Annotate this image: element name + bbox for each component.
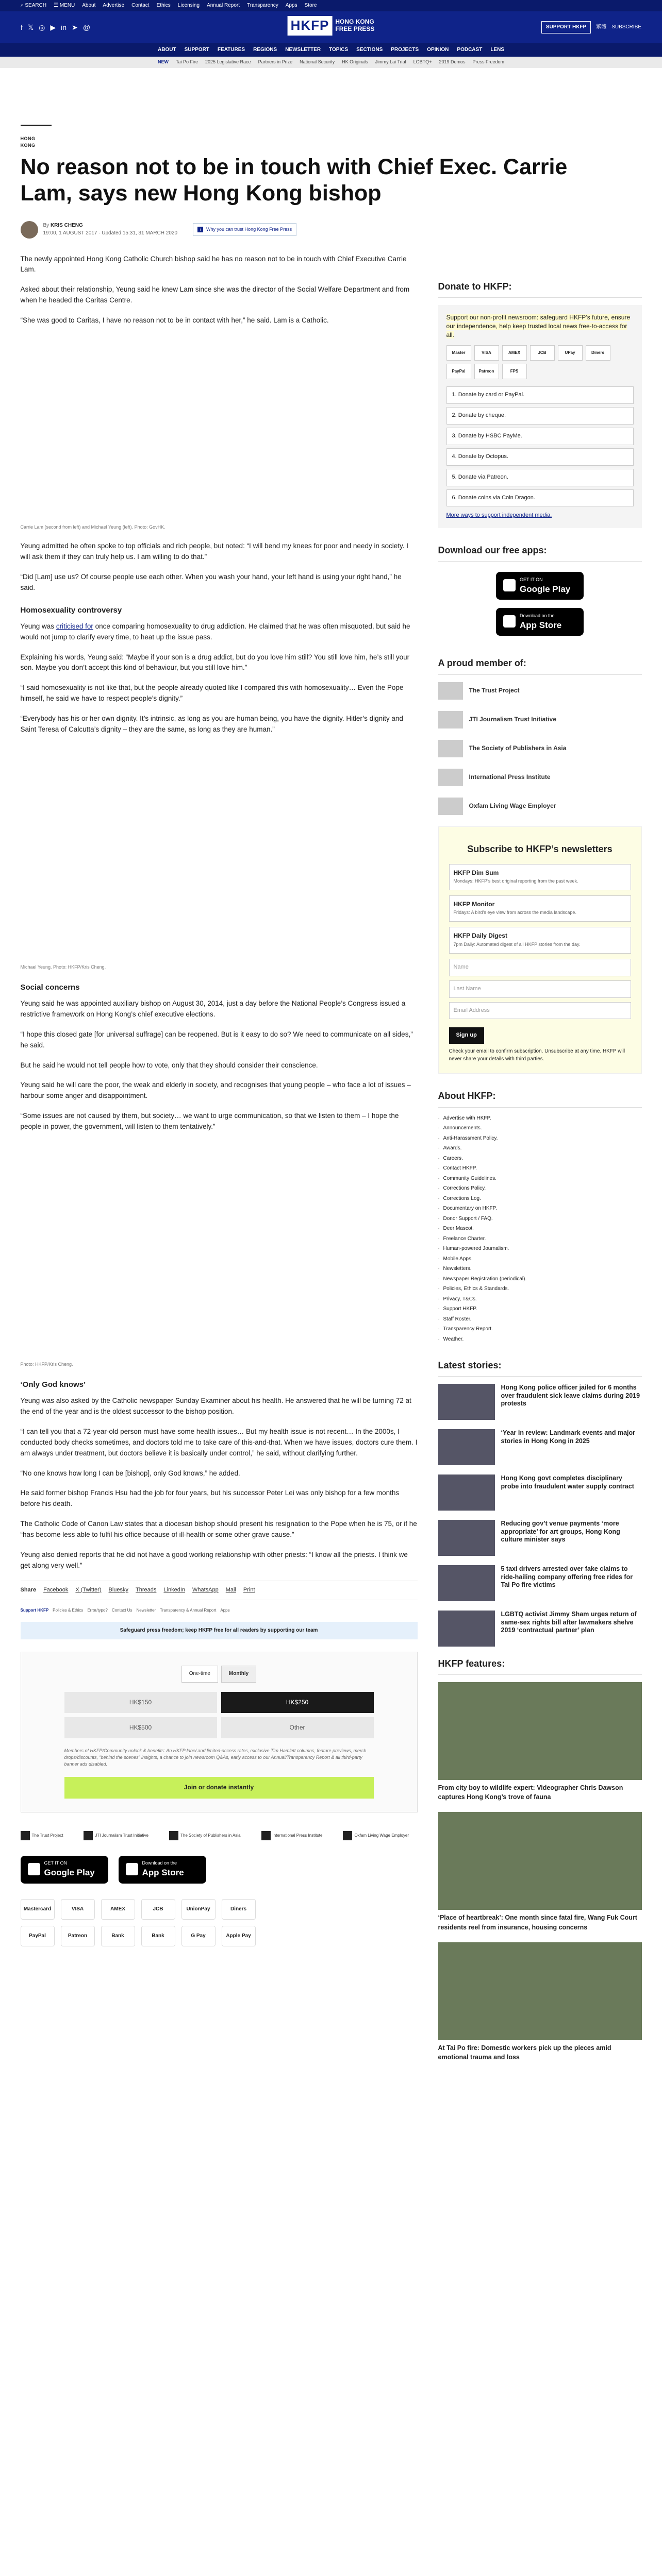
nav-projects[interactable]: PROJECTS <box>391 46 419 53</box>
nav-opinion[interactable]: OPINION <box>427 46 449 53</box>
donation-widget: One-time Monthly HK$150 HK$250 HK$500 Other Members of HKFP/Community unlock & benefits: An HKFP label and limited-access rates, exclusive Tim Hamlett columns, feature previews, merch drops/discounts, “behind the scenes” insights, a chance to join newsroom Q&As, early access to our Annual/Transparency Report & all third-party banner ads disabled. Join or donate instantly <box>21 1652 418 1812</box>
amount-option[interactable]: HK$150 <box>64 1692 217 1713</box>
top-link-advertise[interactable]: Advertise <box>103 2 125 8</box>
top-utility-bar <box>0 0 662 11</box>
facebook-icon[interactable]: f <box>21 23 23 31</box>
google-play-button[interactable]: GET IT ON Google Play <box>496 572 584 600</box>
name-field[interactable]: Name <box>449 959 631 976</box>
amount-option[interactable]: HK$500 <box>64 1717 217 1738</box>
search-link[interactable]: ⌕ SEARCH <box>21 2 47 8</box>
trending-link[interactable]: 2025 Legislative Race <box>205 59 251 65</box>
support-hkfp-button[interactable]: SUPPORT HKFP <box>541 21 591 34</box>
app-store-button[interactable]: Download on the App Store <box>119 1856 206 1884</box>
frequency-one-time[interactable]: One-time <box>181 1666 218 1683</box>
more-ways-link[interactable]: More ways to support independent media. <box>446 512 552 519</box>
story-item[interactable]: Hong Kong police officer jailed for 6 months over fraudulent sick leave claims during 2019 protests <box>438 1384 642 1420</box>
share-linkedin[interactable]: LinkedIn <box>163 1586 185 1593</box>
top-link-transparency[interactable]: Transparency <box>247 2 278 8</box>
donate-panel: Support our non-profit newsroom: safeguard HKFP’s future, ensure our independence, help keep trusted local news free-to-access for all. Master VISA AMEX JCB UPay Diners PayPal Patreon FPS 1. Donate by card or PayPal. 2. Donate by cheque. 3. Donate by HSBC PayMe. 4. Donate by Octopus. 5. Donate via Patreon. 6. Donate coins via Coin Dragon. More ways to support independent media. <box>438 305 642 529</box>
nav-newsletter[interactable]: NEWSLETTER <box>285 46 321 53</box>
trending-link[interactable]: Partners in Prize <box>258 59 293 65</box>
frequency-monthly[interactable]: Monthly <box>221 1666 256 1683</box>
email-field[interactable]: Email Address <box>449 1002 631 1020</box>
nav-features[interactable]: FEATURES <box>217 46 245 53</box>
features-heading: HKFP features: <box>438 1657 642 1675</box>
author-avatar <box>21 221 38 239</box>
newsletter-option[interactable]: HKFP Daily Digest 7pm Daily: Automated digest of all HKFP stories from the day. <box>449 927 631 953</box>
trending-link[interactable]: Press Freedom <box>472 59 504 65</box>
story-item[interactable]: 5 taxi drivers arrested over fake claims to ride-hailing company offering free rides for Tai Po fire victims <box>438 1565 642 1601</box>
trending-link[interactable]: Tai Po Fire <box>175 59 198 65</box>
trending-link[interactable]: 2019 Demos <box>439 59 466 65</box>
payment-logo[interactable]: Diners <box>222 1899 256 1920</box>
donate-option[interactable]: 3. Donate by HSBC PayMe. <box>446 428 634 445</box>
linkedin-icon[interactable]: in <box>61 23 67 31</box>
payment-logo[interactable]: Patreon <box>61 1926 95 1946</box>
member-logo[interactable] <box>438 682 463 700</box>
feature-item[interactable]: From city boy to wildlife expert: Videographer Chris Dawson captures Hong Kong’s trove of fauna <box>438 1682 642 1802</box>
share-facebook[interactable]: Facebook <box>43 1586 69 1593</box>
feature-item[interactable]: At Tai Po fire: Domestic workers pick up the pieces amid emotional trauma and loss <box>438 1942 642 2062</box>
subscribe-link[interactable]: SUBSCRIBE <box>611 24 641 30</box>
member-logo[interactable] <box>438 798 463 815</box>
donate-heading: Donate to HKFP: <box>438 280 642 298</box>
nav-topics[interactable]: TOPICS <box>329 46 349 53</box>
nav-support[interactable]: SUPPORT <box>184 46 209 53</box>
article-image <box>21 1142 418 1358</box>
top-link-ethics[interactable]: Ethics <box>156 2 171 8</box>
partner-logos: The Trust Project JTI Journalism Trust Initiative The Society of Publishers in Asia International Press Institute Oxfam Living Wage Employer <box>21 1831 418 1840</box>
article-image <box>21 335 418 521</box>
byline: By KRIS CHENG 19:00, 1 AUGUST 2017 · Updated 15:31, 31 MARCH 2020 i Why you can trust Hong Kong Free Press <box>21 221 642 239</box>
threads-icon[interactable]: @ <box>82 23 91 31</box>
story-item[interactable]: LGBTQ activist Jimmy Sham urges return of same-sex rights bill after lawmakers shelve 2019 ‘contractual partner’ plan <box>438 1611 642 1647</box>
image-caption: Carrie Lam (second from left) and Michael Yeung (left). Photo: GovHK. <box>20 524 166 530</box>
image-caption: Michael Yeung. Photo: HKFP/Kris Cheng. <box>20 964 106 970</box>
trending-link[interactable]: LGBTQ+ <box>413 59 432 65</box>
google-play-icon <box>503 579 516 591</box>
trust-link[interactable]: i Why you can trust Hong Kong Free Press <box>193 223 296 236</box>
article-body: The newly appointed Hong Kong Catholic Church bishop said he has no reason not to be in touch with Chief Executive Carrie Lam. Asked about their relationship, Yeung said he knew Lam since she was the director of the Social Welfare Department and from when he headed the Caritas Centre. “She was good to Caritas, I have no reason not to be in contact with her,” he said. Lam is a Catholic. Carrie Lam (second from left) and Michael Yeung (left). Photo: GovHK. Yeung admitted he often spoke to top officials and rich people, but noted: “I will bend my knees for poor and needy in society. I will ask them if they can truly help us. I am willing to do that.” “Did [Lam] use us? Of course people use each other. When you wash your hand, your left hand is using your right hand,” he said. Homosexuality controversy Yeung was criticised for once comparing homosexuality to drug addiction. He claimed that he was often misquoted, but said he would not jump to clarify every time, to heat up the issue pass. Explaining his words, Yeung said: “Maybe if your son is a drug addict, but do you love him still? You still love him, he’s still your son. Maybe you don’t accept this kind of behaviour, but you still love him.” “I said homosexuality is not like that, but the people already quoted like I compared this with homosexuality… Even the Pope himself, he said we have to respect people’s dignity.” “Everybody has his or her own dignity. It’s intrinsic, as long as you are human being, you have the dignity. Hitler’s dignity and Saint Teresa of Calcutta’s dignity – they are the same, as long as they are human.” Michael Yeung. Photo: HKFP/Kris Cheng. Social concerns Yeung said he was appointed auxiliary bishop on August 30, 2014, just a day before the National People’s Congress issued a restrictive framework on Hong Kong’s chief executive elections. “I hope this closed gate [for universal suffrage] can be reopened. But is it easy to do so? We need to communicate on all sides,” he said. But he said he would not tell people how to vote, only that they should consider their conscience. Yeung said he will care the poor, the weak and elderly in society, and recognises that young people – who face a lot of issues – harbour some anger and disappointment. “Some issues are not caused by them, but society… we want to urge communication, so that we listen to them – I hope the people in power, the government, will listen to them tentatively.” Photo: HKFP/Kris Cheng. ‘Only God knows’ Yeung was also asked by the Catholic newspaper Sunday Examiner about his health. He answered that he will be turning 72 at the end of the year and is the oldest successor to the bishop position. “I can tell you that a 72-year-old person must have some health issues… But my health issue is not recent… In the 2000s, I conducted body checks sometimes, and doctors told me to take care of this-and-that. When we have issues, doctors cure them. I am always under treatment, but doctors believe it is basically under control,” he said, without clarifying further. “No one knows how long I can be [bishop], only God knows,” he added. He said former bishop Francis Hsu had the job for four years, but his successor Peter Lei was only bishop for a few months before his death. The Catholic Code of Canon Law states that a diocesan bishop should present his resignation to the Pope when he is 75, or if he “has become less able to fulfil his office because of ill-health or some other grave cause.” Yeung also denied reports that he did not have a good working relationship with other priests: “I know all the priests. I think we get along very well.” Share Facebook X (Twitter) Bluesky Threads LinkedIn WhatsApp Mail Print Support HKFP Policies & Ethics Error/typo? Contact Us Newsletter Transparency & Annual Report Apps Safeguard press freedom; keep HKFP free for all readers by supporting our team One-time Monthly HK$150 HK$250 HK$500 Other Members of HKFP/Community unlock & benefits: An HKFP label and limited-access rates, exclusive Tim Hamlett columns, feature previews, merch drops/discounts, “behind the scenes” insights, a chance to join newsroom Q&As, early access to our Annual/Transparency Report & all third-party banner ads disabled. Join or donate instantly The Trust Project JTI Journalism Trust Initiative The Society of Publishers in Asia International Press Institute Oxfam Living Wage Employer GET IT ON Google Play Download on the App Store Mastercard VISA AMEX JCB UnionPay Diners PayPal Patreon Bank Bank G Pay Apple Pay <box>21 254 418 2072</box>
share-bluesky[interactable]: Bluesky <box>108 1586 129 1593</box>
nav-about[interactable]: ABOUT <box>158 46 176 53</box>
amount-option[interactable]: Other <box>221 1717 374 1738</box>
app-store-button[interactable]: Download on the App Store <box>496 608 584 636</box>
sidebar: Donate to HKFP: Support our non-profit newsroom: safeguard HKFP’s future, ensure our independence, help keep trusted local news free-to-access for all. Master VISA AMEX JCB UPay Diners PayPal Patreon FPS 1. Donate by card or PayPal. 2. Donate by cheque. 3. Donate by HSBC PayMe. 4. Donate by Octopus. 5. Donate via Patreon. 6. Donate coins via Coin Dragon. More ways to support independent media. Download our free apps: GET IT ON Google Play Download on the App Store A proud member of: The Trust Project JTI Journalism Trust Initiative The Society of Publishers in Asia International Press Institute Oxfam Living Wage Employer Subscribe to HKFP’s newsletters HKFP Dim Sum Mondays: HKFP’s best original reporting from the past week. HKFP Monitor Fridays: A bird’s eye view from across the media landscape. HKFP Daily Digest 7pm Daily: Automated digest of all HKFP stories from the day. Name Last Name Email Address Sign up Check your email to confirm subscription. Unsubscribe at any time. HKFP will never share your details with third parties. About HKFP: · Advertise with HKFP. · Announcements. · Anti-Harassment Policy. · Awards. · Careers. · Contact HKFP. · Community Guidelines. · Corrections Policy. · Corrections Log. · Documentary on HKFP. · Donor Support / FAQ. · Deer Mascot. · Freelance Charter. · Human-powered Journalism. · Mobile Apps. · Newsletters. · Newspaper Registration (periodical). · Policies, Ethics & Standards. · Privacy, T&Cs. · Support HKFP. · Staff Roster. · Transparency Report. · Weather. Latest stories: Hong Kong police officer jailed for 6 months over fraudulent sick leave claims during 2019 protests ‘Year in review: Landmark events and major stories in Hong Kong in 2025 Hong Kong govt completes disciplinary probe into fraudulent water supply contract Reducing gov’t venue payments ‘more appropriate’ for art groups, Hong Kong culture minister says 5 taxi drivers arrested over fake claims to ride-hailing company offering free rides for Tai Po fire victims LGBTQ activist Jimmy Sham urges return of same-sex rights bill after lawmakers shelve 2019 ‘contractual partner’ plan HKFP features: From city boy to wildlife expert: Videographer Chris Dawson captures Hong Kong’s trove of fauna ‘Place of heartbreak’: One month since fatal fire, Wang Fuk Court residents reel from insurance, housing concerns At Tai Po fire: Domestic workers pick up the pieces amid emotional trauma and loss <box>438 254 642 2072</box>
top-link-licensing[interactable]: Licensing <box>177 2 200 8</box>
newsletter-option[interactable]: HKFP Monitor Fridays: A bird’s eye view from across the media landscape. <box>449 895 631 922</box>
nav-lens[interactable]: LENS <box>490 46 504 53</box>
site-header <box>0 11 662 43</box>
apps-heading: Download our free apps: <box>438 544 642 562</box>
menu-link[interactable]: ☰ MENU <box>54 2 75 8</box>
trending-nav <box>0 57 662 68</box>
payment-logo[interactable]: AMEX <box>101 1899 135 1920</box>
criticised-link[interactable]: criticised for <box>56 622 93 630</box>
features-list <box>438 1682 642 2062</box>
latest-stories <box>438 1384 642 1647</box>
telegram-icon[interactable]: ➤ <box>72 23 78 31</box>
section-heading: ‘Only God knows’ <box>20 1380 86 1389</box>
info-icon: i <box>197 227 203 232</box>
trending-link[interactable]: National Security <box>300 59 335 65</box>
story-item[interactable]: Hong Kong govt completes disciplinary probe into fraudulent water supply contract <box>438 1475 642 1511</box>
share-mail[interactable]: Mail <box>225 1586 236 1593</box>
top-link-apps[interactable]: Apps <box>285 2 297 8</box>
payment-logo[interactable]: JCB <box>141 1899 175 1920</box>
donate-option[interactable]: 6. Donate coins via Coin Dragon. <box>446 489 634 507</box>
nav-regions[interactable]: REGIONS <box>253 46 277 53</box>
signup-button[interactable]: Sign up <box>449 1027 484 1044</box>
about-links: · Advertise with HKFP. · Announcements. · Anti-Harassment Policy. · Awards. · Careers. · Contact HKFP. · Community Guidelines. · Corrections Policy. · Corrections Log. · Documentary on HKFP. · Donor Support / FAQ. · Deer Mascot. · Freelance Charter. · Human-powered Journalism. · Mobile Apps. · Newsletters. · Newspaper Registration (periodical). · Policies, Ethics & Standards. · Privacy, T&Cs. · Support HKFP. · Staff Roster. · Transparency Report. · Weather. <box>438 1115 642 1344</box>
top-link-store[interactable]: Store <box>304 2 317 8</box>
story-item[interactable]: Reducing gov’t venue payments ‘more appropriate’ for art groups, Hong Kong culture minister says <box>438 1520 642 1556</box>
youtube-icon[interactable]: ▶ <box>50 23 56 31</box>
member-logo[interactable] <box>438 769 463 786</box>
instagram-icon[interactable]: ◎ <box>39 23 45 31</box>
main-nav <box>0 43 662 57</box>
google-play-icon <box>28 1863 40 1875</box>
share-threads[interactable]: Threads <box>136 1586 157 1593</box>
section-heading: Social concerns <box>20 983 80 992</box>
member-heading: A proud member of: <box>438 656 642 674</box>
apple-icon <box>126 1863 138 1875</box>
publish-dates: 19:00, 1 AUGUST 2017 · Updated 15:31, 31 MARCH 2020 <box>43 230 178 236</box>
donate-option[interactable]: 1. Donate by card or PayPal. <box>446 386 634 404</box>
share-whatsapp[interactable]: WhatsApp <box>192 1586 219 1593</box>
last-name-field[interactable]: Last Name <box>449 980 631 998</box>
payment-logo[interactable]: UnionPay <box>181 1899 216 1920</box>
google-play-button[interactable]: GET IT ON Google Play <box>21 1856 108 1884</box>
site-logo[interactable]: HKFP HONG KONG FREE PRESS <box>288 16 375 36</box>
author-name[interactable]: KRIS CHENG <box>50 223 83 229</box>
share-x[interactable]: X (Twitter) <box>75 1586 102 1593</box>
payment-methods <box>21 1899 418 1946</box>
payment-logo[interactable]: VISA <box>61 1899 95 1920</box>
section-heading: Homosexuality controversy <box>20 605 122 615</box>
newsletter-option[interactable]: HKFP Dim Sum Mondays: HKFP’s best original reporting from the past week. <box>449 864 631 890</box>
social-icons <box>21 22 90 32</box>
feature-item[interactable]: ‘Place of heartbreak’: One month since fatal fire, Wang Fuk Court residents reel from insurance, housing concerns <box>438 1812 642 1931</box>
category-kicker[interactable]: HONG KONG <box>21 125 52 149</box>
nav-sections[interactable]: SECTIONS <box>356 46 383 53</box>
trending-link[interactable]: Jimmy Lai Trial <box>375 59 406 65</box>
apple-icon <box>503 615 516 628</box>
donate-option[interactable]: 5. Donate via Patreon. <box>446 469 634 486</box>
member-logo[interactable] <box>438 740 463 757</box>
trending-link[interactable]: HK Originals <box>342 59 368 65</box>
donate-option[interactable]: 2. Donate by cheque. <box>446 407 634 425</box>
amount-option[interactable]: HK$250 <box>221 1692 374 1713</box>
payment-logo[interactable]: Bank <box>141 1926 175 1946</box>
donate-option[interactable]: 4. Donate by Octopus. <box>446 448 634 466</box>
language-switch[interactable]: 繁體 <box>596 24 607 30</box>
payment-logo[interactable]: PayPal <box>21 1926 55 1946</box>
story-item[interactable]: ‘Year in review: Landmark events and major stories in Hong Kong in 2025 <box>438 1429 642 1465</box>
article-title: No reason not to be in touch with Chief Exec. Carrie Lam, says new Hong Kong bishop <box>20 155 568 206</box>
payment-logo[interactable]: G Pay <box>181 1926 216 1946</box>
about-heading: About HKFP: <box>438 1089 642 1107</box>
top-link-about[interactable]: About <box>82 2 96 8</box>
join-donate-button[interactable]: Join or donate instantly <box>64 1777 374 1798</box>
share-bar: Share Facebook X (Twitter) Bluesky Threads LinkedIn WhatsApp Mail Print <box>21 1581 418 1600</box>
payment-logo[interactable]: Bank <box>101 1926 135 1946</box>
latest-heading: Latest stories: <box>438 1359 642 1377</box>
support-banner[interactable]: Safeguard press freedom; keep HKFP free for all readers by supporting our team <box>21 1622 418 1640</box>
x-icon[interactable]: 𝕏 <box>27 23 34 31</box>
member-logo[interactable] <box>438 711 463 728</box>
image-caption: Photo: HKFP/Kris Cheng. <box>20 1362 73 1367</box>
new-badge: NEW <box>157 59 169 65</box>
top-link-contact[interactable]: Contact <box>131 2 150 8</box>
payment-logo[interactable]: Mastercard <box>21 1899 55 1920</box>
newsletter-signup: Subscribe to HKFP’s newsletters HKFP Dim Sum Mondays: HKFP’s best original reporting from the past week. HKFP Monitor Fridays: A bird’s eye view from across the media landscape. HKFP Daily Digest 7pm Daily: Automated digest of all HKFP stories from the day. Name Last Name Email Address Sign up Check your email to confirm subscription. Unsubscribe at any time. HKFP will never share your details with third parties. <box>438 826 642 1074</box>
article-footer-links: Support HKFP Policies & Ethics Error/typo? Contact Us Newsletter Transparency & Annual Report Apps <box>20 1607 230 1613</box>
nav-podcast[interactable]: PODCAST <box>457 46 483 53</box>
payment-logo[interactable]: Apple Pay <box>222 1926 256 1946</box>
top-link-annual[interactable]: Annual Report <box>207 2 240 8</box>
article-image <box>21 744 418 961</box>
share-print[interactable]: Print <box>243 1586 255 1593</box>
